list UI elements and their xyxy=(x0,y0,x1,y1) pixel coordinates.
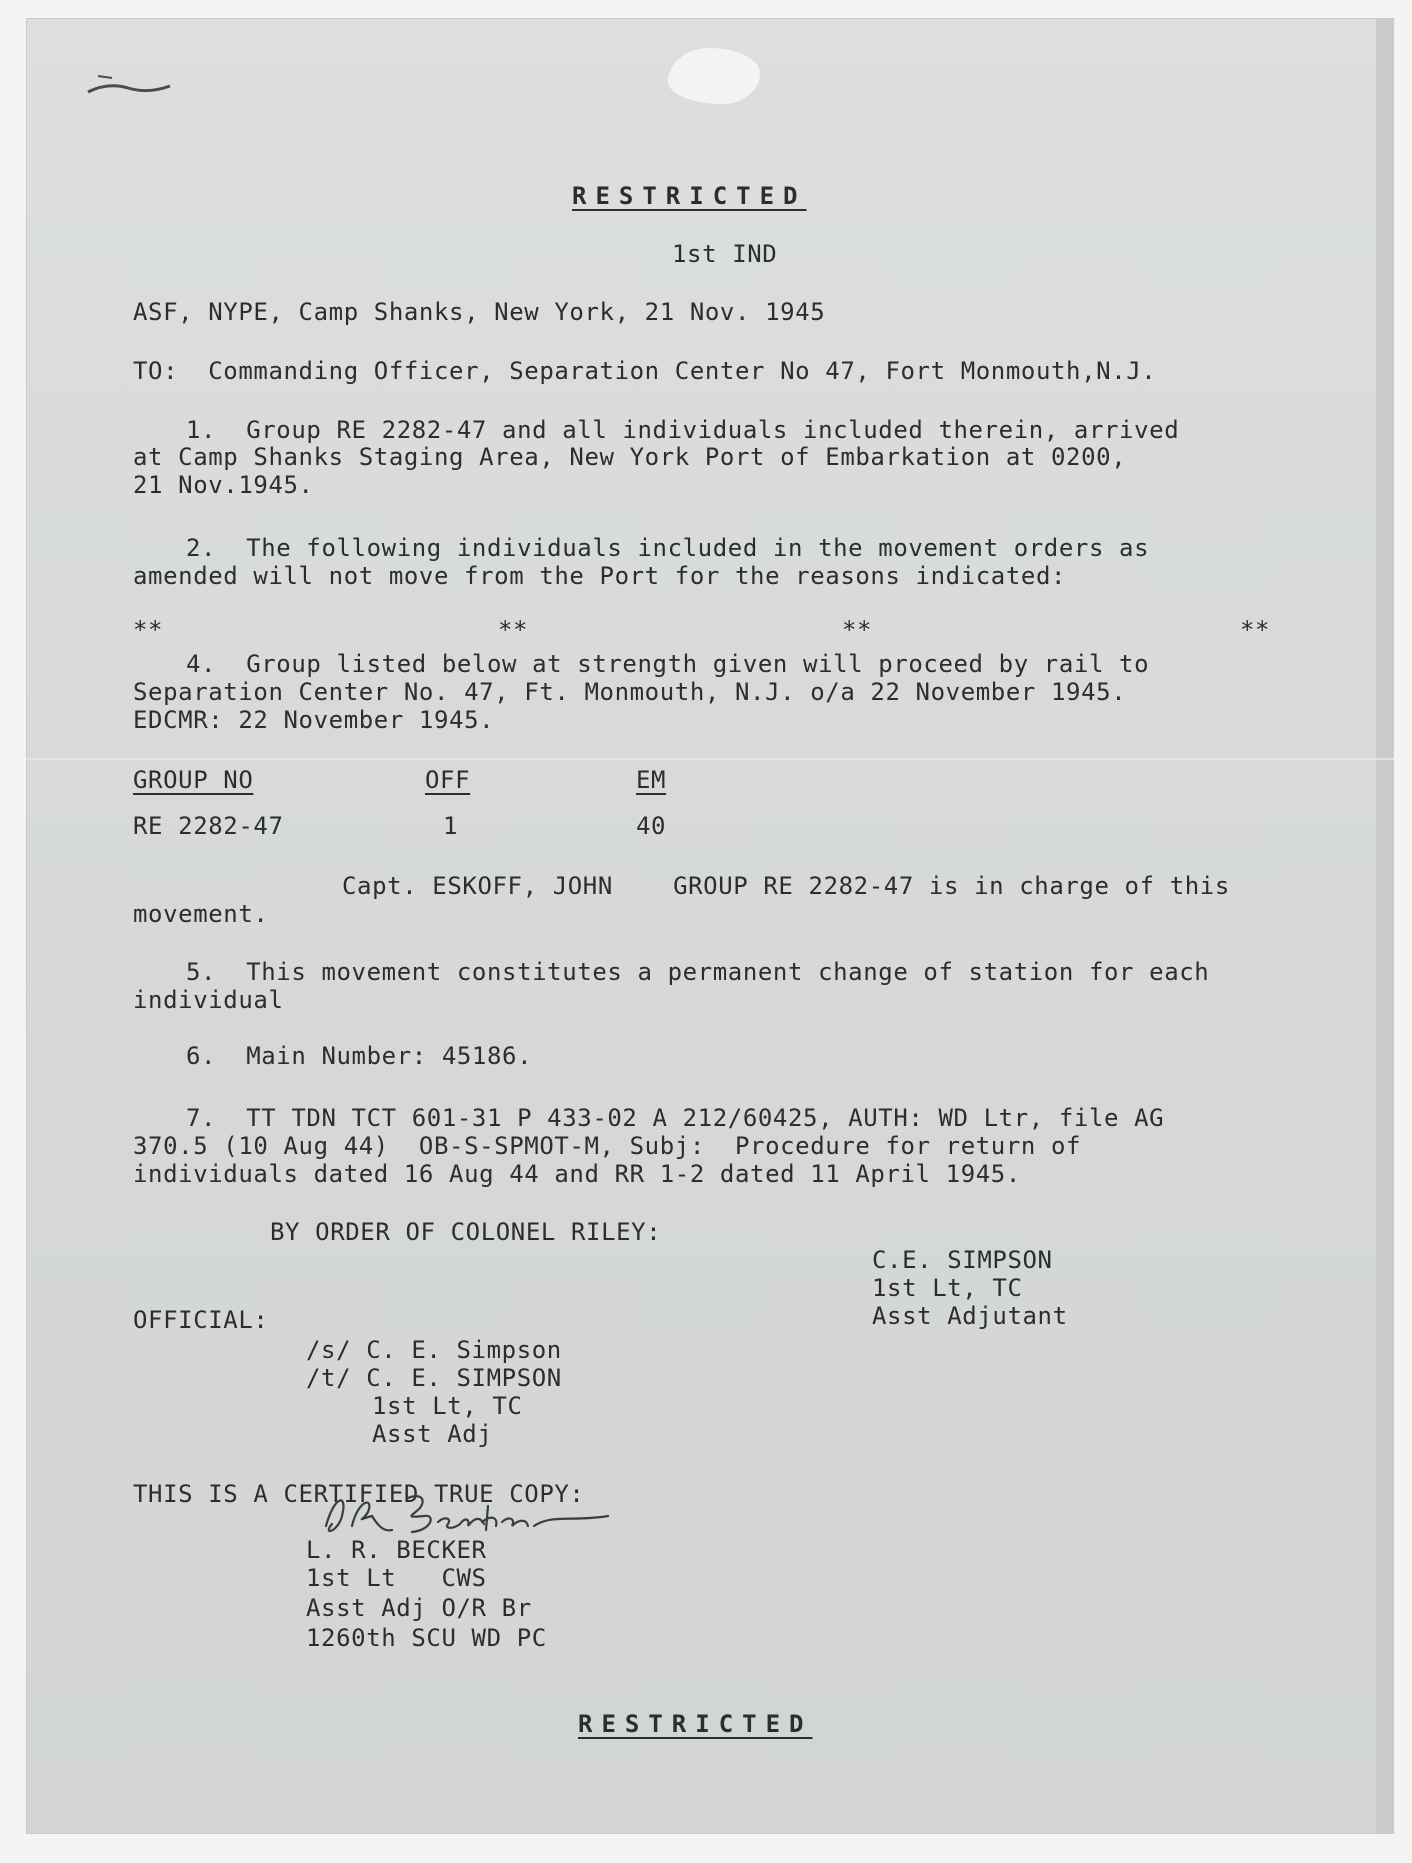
official-signed-line: /s/ C. E. Simpson xyxy=(306,1336,562,1364)
paragraph-2-line-1: 2. The following individuals included in the movement orders as xyxy=(186,534,1150,562)
classification-footer: RESTRICTED xyxy=(578,1710,813,1738)
paragraph-7-line-1: 7. TT TDN TCT 601-31 P 433-02 A 212/60425, AUTH: WD Ltr, file AG xyxy=(186,1104,1165,1132)
by-order-line: BY ORDER OF COLONEL RILEY: xyxy=(270,1218,662,1246)
omission-mark: ** xyxy=(133,616,164,644)
paragraph-1-line-1: 1. Group RE 2282-47 and all individuals included therein, arrived xyxy=(186,416,1180,444)
omission-mark: ** xyxy=(1240,616,1271,644)
page-edge xyxy=(1376,18,1394,1834)
signatory-title: Asst Adjutant xyxy=(872,1302,1068,1330)
table-header-group-no: GROUP NO xyxy=(133,766,254,794)
certification-statement: THIS IS A CERTIFIED TRUE COPY: xyxy=(133,1480,585,1508)
paper-tear xyxy=(668,48,760,104)
paragraph-5-line-2: individual xyxy=(133,986,284,1014)
table-header-em: EM xyxy=(636,766,667,794)
paragraph-4-line-3: EDCMR: 22 November 1945. xyxy=(133,706,495,734)
officer-in-charge-line-1: Capt. ESKOFF, JOHN GROUP RE 2282-47 is in charge of this xyxy=(342,872,1230,900)
certifier-name: L. R. BECKER xyxy=(306,1536,487,1564)
paragraph-5-line-1: 5. This movement constitutes a permanent change of station for each xyxy=(186,958,1210,986)
scan-fold-line xyxy=(26,758,1394,760)
addressee-line: TO: Commanding Officer, Separation Center No 47, Fort Monmouth,N.J. xyxy=(133,357,1157,385)
table-cell-em: 40 xyxy=(636,812,667,840)
paragraph-7-line-2: 370.5 (10 Aug 44) OB-S-SPMOT-M, Subj: Procedure for return of xyxy=(133,1132,1082,1160)
table-cell-off: 1 xyxy=(443,812,459,840)
table-cell-group-no: RE 2282-47 xyxy=(133,812,284,840)
omission-mark: ** xyxy=(842,616,873,644)
pencil-mark-icon xyxy=(78,62,198,102)
table-header-off: OFF xyxy=(425,766,471,794)
official-rank: 1st Lt, TC xyxy=(372,1392,523,1420)
officer-in-charge-line-2: movement. xyxy=(133,900,269,928)
signatory-name: C.E. SIMPSON xyxy=(872,1246,1053,1274)
paragraph-2-line-2: amended will not move from the Port for the reasons indicated: xyxy=(133,562,1067,590)
certifier-title: Asst Adj O/R Br xyxy=(306,1594,532,1622)
paragraph-1-line-3: 21 Nov.1945. xyxy=(133,471,314,499)
official-typed-line: /t/ C. E. SIMPSON xyxy=(306,1364,562,1392)
official-label: OFFICIAL: xyxy=(133,1306,269,1334)
paragraph-4-line-2: Separation Center No. 47, Ft. Monmouth, N.J. o/a 22 November 1945. xyxy=(133,678,1127,706)
paragraph-4-line-1: 4. Group listed below at strength given will proceed by rail to xyxy=(186,650,1150,678)
certifier-rank: 1st Lt CWS xyxy=(306,1564,487,1592)
paragraph-1-line-2: at Camp Shanks Staging Area, New York Port of Embarkation at 0200, xyxy=(133,443,1127,471)
paragraph-7-line-3: individuals dated 16 Aug 44 and RR 1-2 dated 11 April 1945. xyxy=(133,1160,1021,1188)
classification-header: RESTRICTED xyxy=(572,182,807,210)
official-title: Asst Adj xyxy=(372,1420,493,1448)
certifier-unit: 1260th SCU WD PC xyxy=(306,1624,547,1652)
signatory-rank: 1st Lt, TC xyxy=(872,1274,1023,1302)
paragraph-6: 6. Main Number: 45186. xyxy=(186,1042,533,1070)
origin-line: ASF, NYPE, Camp Shanks, New York, 21 Nov. 1945 xyxy=(133,298,826,326)
indorsement-title: 1st IND xyxy=(672,240,778,268)
omission-mark: ** xyxy=(498,616,529,644)
